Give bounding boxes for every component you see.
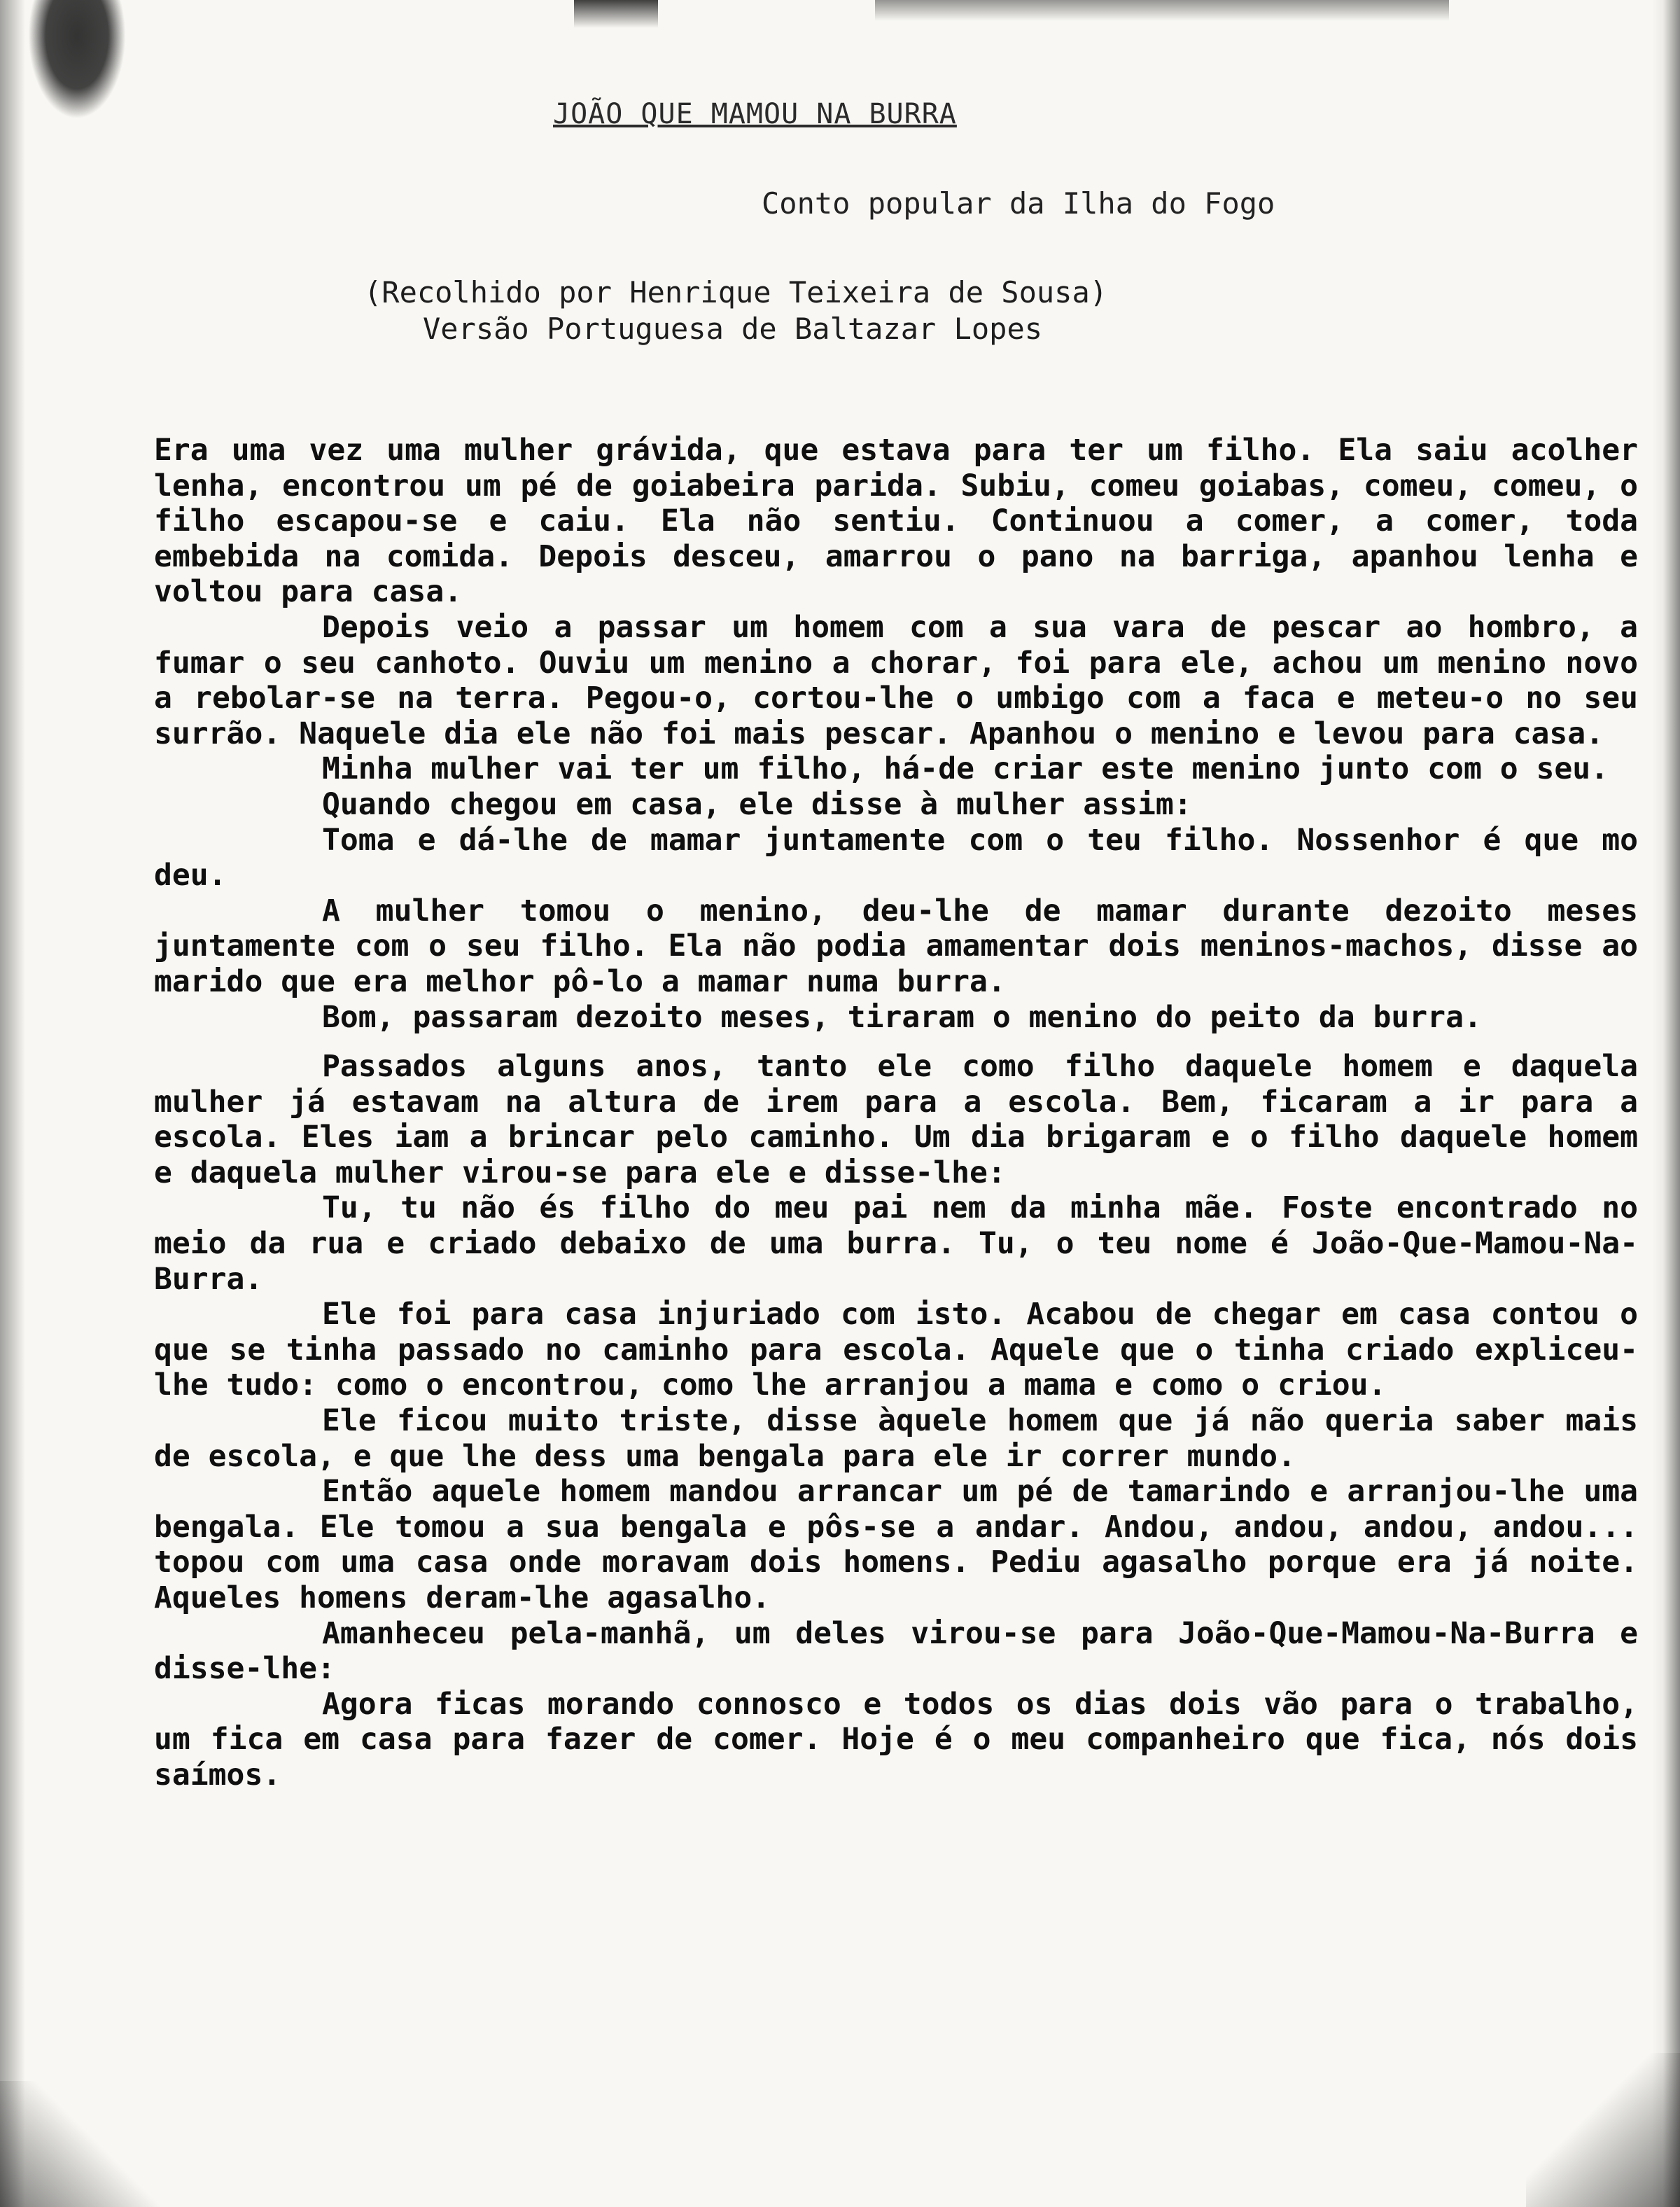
paragraph-13: Amanheceu pela-manhã, um deles virou-se para João-Que-Mamou-Na-Burra e disse-lhe:	[154, 1615, 1638, 1687]
paragraph-9: Tu, tu não és filho do meu pai nem da minha mãe. Foste encontrado no meio da rua e criado debaixo de uma burra. Tu, o teu nome é João-Que-Mamou-Na-Burra.	[154, 1190, 1638, 1297]
scan-shadow-bottom-right	[1526, 2053, 1680, 2207]
scan-shadow-bottom-left	[0, 2081, 168, 2207]
paragraph-10: Ele foi para casa injuriado com isto. Acabou de chegar em casa contou o que se tinha passado no caminho para escola. Aquele que o tinha criado expliceu-lhe tudo: como o encontrou, como lhe arranjou a mama e como o criou.	[154, 1297, 1638, 1403]
paragraph-14: Agora ficas morando connosco e todos os dias dois vão para o trabalho, um fica em casa para fazer de comer. Hoje é o meu companheiro que fica, nós dois saímos.	[154, 1686, 1638, 1792]
scan-shadow-left	[0, 0, 25, 2207]
paragraph-1: Era uma vez uma mulher grávida, que estava para ter um filho. Ela saiu acolher lenha, encontrou um pé de goiabeira parida. Subiu, comeu goiabas, comeu, comeu, o filho escapou-se e caiu. Ela não sentiu. Continuou a comer, a comer, toda embebida na comida. Depois desceu, amarrou o pano na barriga, apanhou lenha e voltou para casa.	[154, 433, 1638, 610]
scan-shadow-top-right	[875, 0, 1449, 21]
paragraph-5: Toma e dá-lhe de mamar juntamente com o teu filho. Nossenhor é que mo deu.	[154, 822, 1638, 893]
paragraph-8: Passados alguns anos, tanto ele como filho daquele homem e daquela mulher já estavam na altura de irem para a escola. Bem, ficaram a ir para a escola. Eles iam a brincar pelo caminho. Um dia brigaram e o filho daquele homem e daquela mulher virou-se para ele e disse-lhe:	[154, 1049, 1638, 1190]
paragraph-11: Ele ficou muito triste, disse àquele homem que já não queria saber mais de escola, e que lhe dess uma bengala para ele ir correr mundo.	[154, 1403, 1638, 1474]
document-subtitle: Conto popular da Ilha do Fogo	[762, 186, 1275, 221]
credit-line-translator: Versão Portuguesa de Baltazar Lopes	[423, 312, 1043, 346]
paragraph-4: Quando chegou em casa, ele disse à mulher assim:	[322, 786, 1192, 822]
credits-block	[364, 274, 1107, 347]
scan-shadow-right	[1652, 0, 1680, 2207]
credit-line-collector: (Recolhido por Henrique Teixeira de Sousa)	[364, 275, 1108, 309]
scan-smudge-top	[574, 0, 658, 28]
scan-smudge-top-left	[28, 0, 126, 119]
paragraph-3: Minha mulher vai ter um filho, há-de criar este menino junto com o seu.	[322, 751, 1609, 787]
document-title: JOÃO QUE MAMOU NA BURRA	[553, 98, 957, 130]
paragraph-12: Então aquele homem mandou arrancar um pé de tamarindo e arranjou-lhe uma bengala. Ele tomou a sua bengala e pôs-se a andar. Andou, andou, andou, andou... topou com uma casa onde moravam dois homens. Pediu agasalho porque era já noite. Aqueles homens deram-lhe agasalho.	[154, 1474, 1638, 1615]
story-body	[154, 433, 1638, 1793]
paragraph-6: A mulher tomou o menino, deu-lhe de mamar durante dezoito meses juntamente com o seu filho. Ela não podia amamentar dois meninos-machos, disse ao marido que era melhor pô-lo a mamar numa burra.	[154, 893, 1638, 999]
paragraph-2: Depois veio a passar um homem com a sua vara de pescar ao hombro, a fumar o seu canhoto. Ouviu um menino a chorar, foi para ele, achou um menino novo a rebolar-se na terra. Pegou-o, cortou-lhe o umbigo com a faca e meteu-o no seu surrão. Naquele dia ele não foi mais pescar. Apanhou o menino e levou para casa.	[154, 609, 1638, 751]
paragraph-7: Bom, passaram dezoito meses, tiraram o menino do peito da burra.	[322, 999, 1482, 1035]
